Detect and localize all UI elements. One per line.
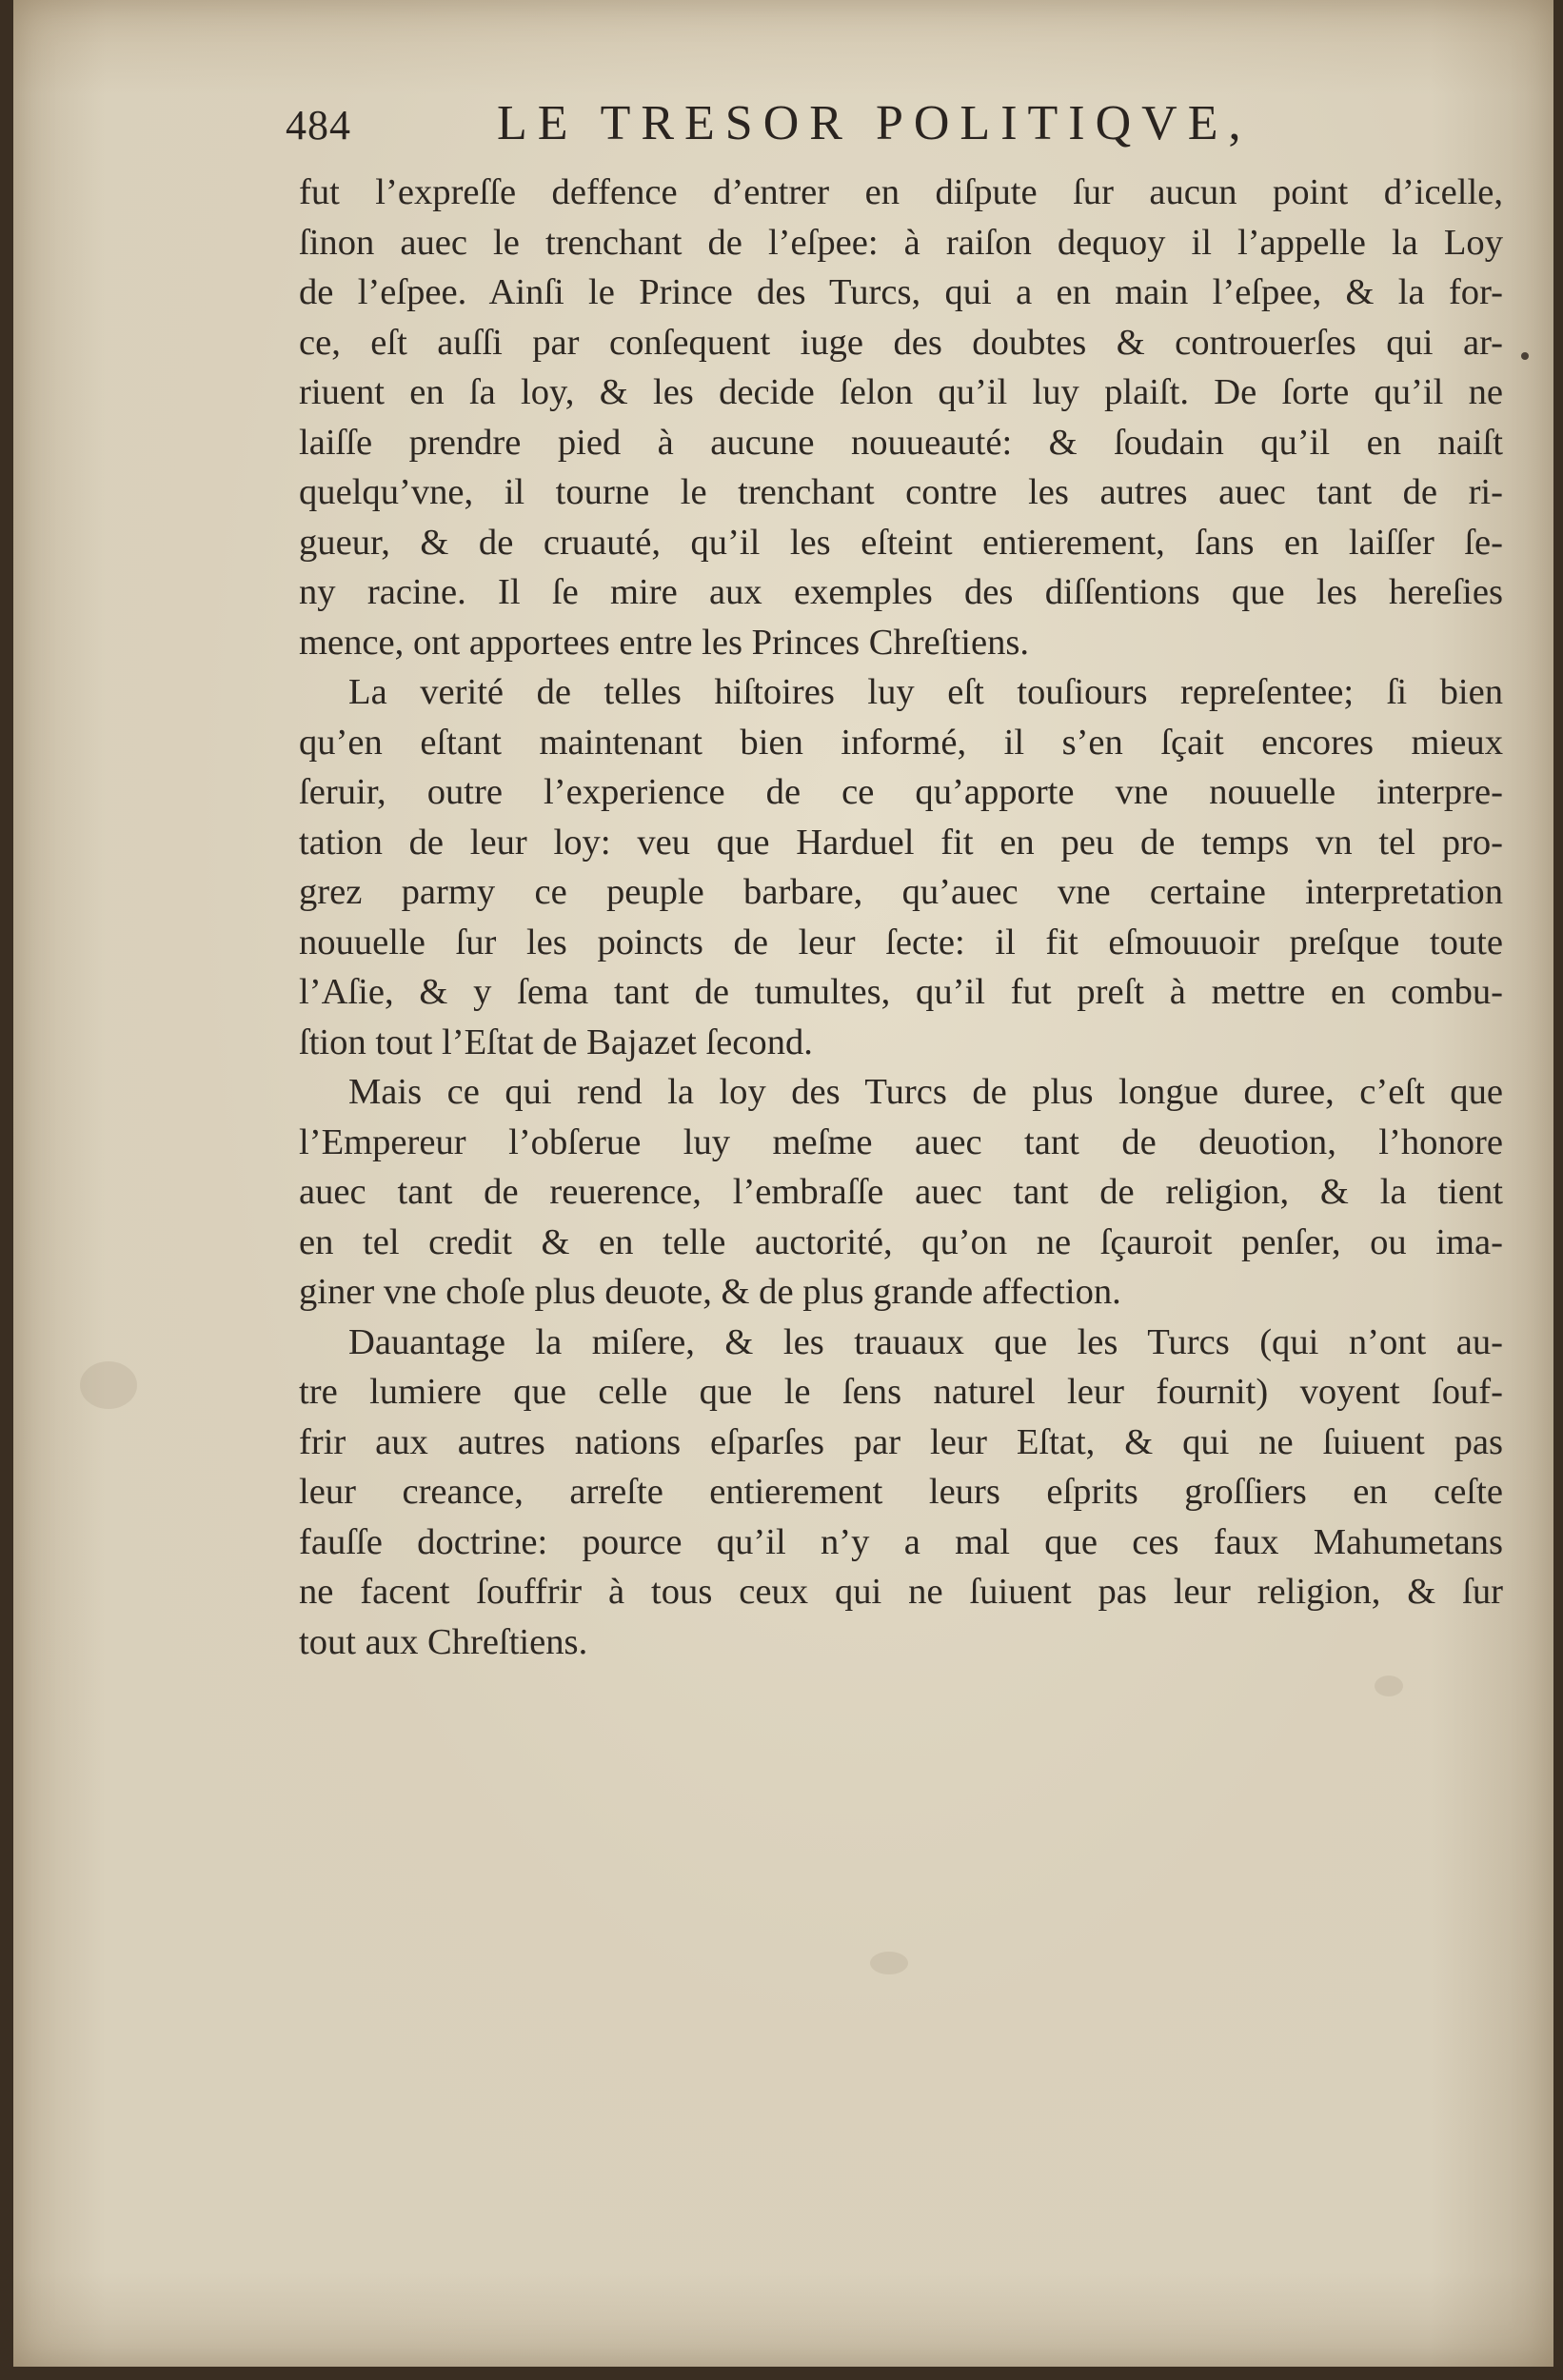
text-line: tation de leur loy: veu que Harduel fit en peu de temps vn tel pro- bbox=[299, 822, 1503, 863]
text-line: fauſſe doctrine: pource qu’il n’y a mal que ces faux Mahumetans bbox=[299, 1521, 1503, 1562]
text-line: qu’en eſtant maintenant bien informé, il s’en ſçait encores mieux bbox=[299, 722, 1503, 763]
text-line: ſtion tout l’Eſtat de Bajazet ſecond. bbox=[299, 1021, 813, 1062]
text-line: ſinon auec le trenchant de l’eſpee: à raiſon dequoy il l’appelle la Loy bbox=[299, 222, 1503, 263]
running-title: LE TRESOR POLITIQVE, bbox=[497, 96, 1252, 150]
text-line: riuent en ſa loy, & les decide ſelon qu’il luy plaiſt. De ſorte qu’il ne bbox=[299, 372, 1503, 412]
margin-mark bbox=[1521, 352, 1529, 360]
paragraph bbox=[299, 168, 1503, 667]
text-line: ny racine. Il ſe mire aux exemples des diſſentions que les hereſies bbox=[299, 572, 1503, 612]
text-line: mence, ont apportees entre les Princes Chreſtiens. bbox=[299, 622, 1030, 663]
text-line: Dauantage la miſere, & les trauaux que les Turcs (qui n’ont au- bbox=[348, 1321, 1503, 1362]
text-line: tre lumiere que celle que le ſens naturel leur fournit) voyent ſouf- bbox=[299, 1372, 1503, 1412]
text-line: fut l’expreſſe deffence d’entrer en diſpute ſur aucun point d’icelle, bbox=[299, 172, 1503, 212]
text-line: gueur, & de cruauté, qu’il les eſteint entierement, ſans en laiſſer ſe- bbox=[299, 522, 1503, 563]
text-line: tout aux Chreſtiens. bbox=[299, 1621, 588, 1662]
page-header bbox=[286, 96, 1514, 168]
text-line: auec tant de reuerence, l’embraſſe auec tant de religion, & la tient bbox=[299, 1172, 1503, 1212]
text-line: ſeruir, outre l’experience de ce qu’apporte vne nouuelle interpre- bbox=[299, 772, 1503, 812]
paragraph bbox=[299, 1318, 1503, 1668]
text-line: grez parmy ce peuple barbare, qu’auec vne certaine interpretation bbox=[299, 872, 1503, 912]
text-line: giner vne choſe plus deuote, & de plus grande affection. bbox=[299, 1272, 1121, 1312]
text-line: nouuelle ſur les poincts de leur ſecte: il fit eſmouuoir preſque toute bbox=[299, 922, 1503, 962]
text-line: quelqu’vne, il tourne le trenchant contre les autres auec tant de ri- bbox=[299, 472, 1503, 512]
text-line: l’Aſie, & y ſema tant de tumultes, qu’il fut preſt à mettre en combu- bbox=[299, 972, 1503, 1012]
text-line: frir aux autres nations eſparſes par leur Eſtat, & qui ne ſuiuent pas bbox=[299, 1421, 1503, 1462]
text-line: l’Empereur l’obſerue luy meſme auec tant de deuotion, l’honore bbox=[299, 1121, 1503, 1162]
paper-stain bbox=[80, 1361, 137, 1409]
text-line: La verité de telles hiſtoires luy eſt touſiours repreſentee; ſi bien bbox=[348, 672, 1503, 712]
page-number: 484 bbox=[286, 102, 351, 149]
text-line: Mais ce qui rend la loy des Turcs de plus longue duree, c’eſt que bbox=[348, 1072, 1503, 1112]
text-line: ce, eſt auſſi par conſequent iuge des doubtes & controuerſes qui ar- bbox=[299, 322, 1503, 363]
text-line: ne facent ſouffrir à tous ceux qui ne ſuiuent pas leur religion, & ſur bbox=[299, 1572, 1503, 1612]
text-line: leur creance, arreſte entierement leurs eſprits groſſiers en ceſte bbox=[299, 1472, 1503, 1512]
paragraph bbox=[299, 667, 1503, 1067]
text-line: en tel credit & en telle auctorité, qu’on ne ſçauroit penſer, ou ima- bbox=[299, 1221, 1503, 1262]
paragraph bbox=[299, 1067, 1503, 1318]
paper-stain bbox=[870, 1952, 908, 1974]
text-line: laiſſe prendre pied à aucune nouueauté: & ſoudain qu’il en naiſt bbox=[299, 422, 1503, 463]
body-text bbox=[299, 168, 1503, 1667]
paper-stain bbox=[1375, 1676, 1403, 1696]
text-line: de l’eſpee. Ainſi le Prince des Turcs, qui a en main l’eſpee, & la for- bbox=[299, 272, 1503, 312]
